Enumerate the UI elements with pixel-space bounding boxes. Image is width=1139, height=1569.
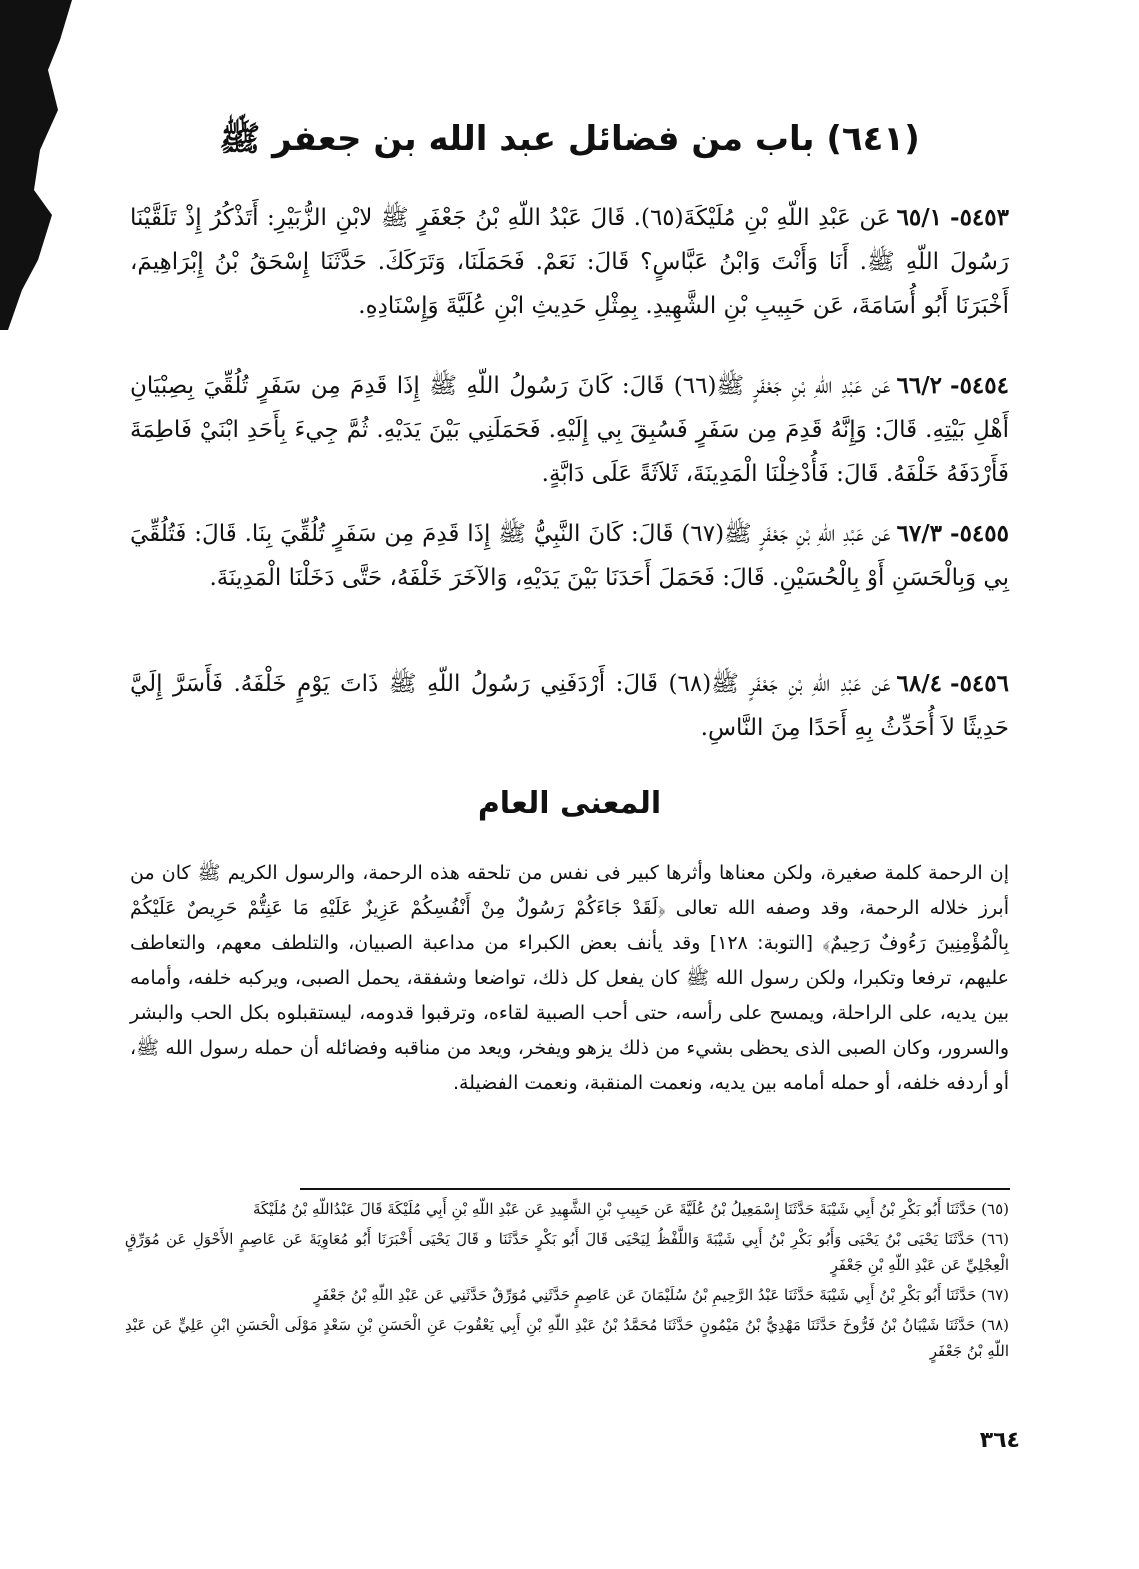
hadith-number: ٥٤٥٦- (950, 670, 1009, 697)
hadith-ref: ٦٥/١ (896, 204, 943, 231)
footnote-divider (300, 1188, 1010, 1190)
hadith-ref: ٦٨/٤ (896, 670, 943, 697)
hadith-text: عَن عَبْدِ اللّهِ بْنِ جَعْفَرٍ ﷺ(٦٨) قَالَ: أَرْدَفَنِي رَسُولُ اللّهِ ﷺ ذَاتَ يَوْمٍ خَلْفَهُ. فَأَسَرَّ إِلَيَّ حَدِيثًا لاَ أُحَدِّثُ بِهِ أَحَدًا مِنَ النَّاسِ. (130, 671, 1009, 741)
footnote-68: (٦٨) حَدَّثَنَا شَيْبَانُ بْنُ فَرُّوخَ حَدَّثَنَا مَهْدِيُّ بْنُ مَيْمُونٍ حَدَّثَنَا مُحَمَّدُ بْنُ عَبْدِ اللّهِ بْنِ أَبِي يَعْقُوبَ عَنِ الْحَسَنِ بْنِ سَعْدٍ مَوْلَى الْحَسَنِ ابْنِ عَلِيٍّ عَن عَبْدِ اللّهِ بْنُ جَعْفَرٍ (125, 1316, 1009, 1360)
hadith-5456 (130, 662, 1009, 750)
footnote-67: (٦٧) حَدَّثَنَا أَبُو بَكْرِ بْنُ أَبِي شَيْبَةَ حَدَّثَنَا عَبْدُ الرَّحِيمِ بْنُ سُلَيْمَانَ عَن عَاصِمٍ حَدَّثَنِي مُوَرِّقٌ حَدَّثَنِي عَن عَبْدِ اللّهِ بْنُ جَعْفَرٍ (313, 1286, 1009, 1304)
hadith-text: عَن عَبْدِ اللّهِ بْنِ جَعْفَرٍ ﷺ(٦٦) قَالَ: كَانَ رَسُولُ اللّهِ ﷺ إِذَا قَدِمَ مِن سَفَرٍ تُلُقِّيَ بِصِبْيَانِ أَهْلِ بَيْتِهِ. قَالَ: وَإِنَّهُ قَدِمَ مِن سَفَرٍ فَسُبِقَ بِي إِلَيْهِ. فَحَمَلَنِي بَيْنَ يَدَيْهِ. ثُمَّ جِيءَ بِأَحَدِ ابْنَيْ فَاطِمَةَ فَأَرْدَفَهُ خَلْفَهُ. قَالَ: فَأُدْخِلْنَا الْمَدِينَةَ، ثَلاَثَةً عَلَى دَابَّةٍ. (130, 373, 1009, 487)
chapter-title: (٦٤١) باب من فضائل عبد الله بن جعفر ﷺ (219, 119, 920, 159)
footnote-65: (٦٥) حَدَّثَنَا أَبُو بَكْرِ بْنُ أَبِي شَيْبَةَ حَدَّثَنَا إِسْمَعِيلُ بْنُ عُلَيَّةَ عَن حَبِيبِ بْنِ الشَّهِيدِ عَن عَبْدِ اللّهِ بْنِ أَبِي مُلَيْكَةَ قَالَ عَبْدُاللّهِ بْنُ مُلَيْكَةَ (252, 1200, 1009, 1218)
hadith-ref: ٦٦/٢ (896, 372, 943, 399)
scan-shadow (0, 0, 90, 330)
hadith-5453 (130, 196, 1009, 328)
hadith-5454 (130, 364, 1009, 496)
hadith-text: عَن عَبْدِ اللّهِ بْنِ مُلَيْكَةَ(٦٥). قَالَ عَبْدُ اللّهِ بْنُ جَعْفَرٍ ﷺ لابْنِ الزُّبَيْرِ: أَتَذْكُرُ إِذْ تَلَقَّيْنَا رَسُولَ اللّهِ ﷺ. أَنَا وَأَنْتَ وَابْنُ عَبَّاسٍ؟ قَالَ: نَعَمْ. فَحَمَلَنَا، وَتَرَكَكَ. حَدَّثَنَا إِسْحَقُ بْنُ إِبْرَاهِيمَ، أَخْبَرَنَا أَبُو أُسَامَةَ، عَن حَبِيبِ بْنِ الشَّهِيدِ. بِمِثْلِ حَدِيثِ ابْنِ عُلَيَّةَ وَإِسْنَادِهِ. (130, 205, 1009, 319)
page-number: ٣٦٤ (979, 1428, 1020, 1453)
footnote-66: (٦٦) حَدَّثَنَا يَحْيَى بْنُ يَحْيَى وَأَبُو بَكْرِ بْنُ أَبِي شَيْبَةَ وَاللَّفْظُ لِيَحْيَى قَالَ أَبُو بَكْرٍ حَدَّثَنَا و قَالَ يَحْيَى أَخْبَرَنَا أَبُو مُعَاوِيَةَ عَن عَاصِمٍ الأَحْوَلِ عَن مُوَرِّقٍ الْعِجْلِيِّ عَن عَبْدِ اللّهِ بْنِ جَعْفَرٍ (125, 1230, 1009, 1274)
hadith-text: عَن عَبْدِ اللّهِ بْنِ جَعْفَرٍ ﷺ(٦٧) قَالَ: كَانَ النَّبِيُّ ﷺ إِذَا قَدِمَ مِن سَفَرٍ تُلُقِّيَ بِنَا. قَالَ: فَتُلُقِّيَ بِي وَبِالْحَسَنِ أَوْ بِالْحُسَيْنِ. قَالَ: فَحَمَلَ أَحَدَنَا بَيْنَ يَدَيْهِ، وَالآخَرَ خَلْفَهُ، حَتَّى دَخَلْنَا الْمَدِينَةَ. (130, 521, 1009, 591)
footnotes (125, 1196, 1009, 1368)
hadith-number: ٥٤٥٣- (950, 204, 1009, 231)
section-heading: المعنى العام (477, 786, 662, 821)
hadith-5455 (130, 512, 1009, 600)
hadith-number: ٥٤٥٤- (950, 372, 1009, 399)
hadith-ref: ٦٧/٣ (896, 520, 943, 547)
general-meaning-text: إن الرحمة كلمة صغيرة، ولكن معناها وأثرها كبير فى نفس من تلحقه هذه الرحمة، والرسول الكريم ﷺ كان من أبرز خلاله الرحمة، وقد وصفه الله تعالى ﴿لَقَدْ جَاءَكُمْ رَسُولٌ مِنْ أَنْفُسِكُمْ عَزِيزٌ عَلَيْهِ مَا عَنِتُّمْ حَرِيصٌ عَلَيْكُمْ بِالْمُؤْمِنِينَ رَءُوفٌ رَحِيمٌ﴾ [التوبة: ١٢٨] وقد يأنف بعض الكبراء من مداعبة الصبيان، والتلطف معهم، والتعاطف عليهم، ترفعا وتكبرا، ولكن رسول الله ﷺ كان يفعل كل ذلك، تواضعا وشفقة، يحمل الصبى، ويركبه خلفه، وأمامه بين يديه، على الراحلة، ويمسح على رأسه، حتى أحب الصبية لقاءه، وترقبوا قدومه، ليستقبلوه بكل الحب والبشر والسرور، وكان الصبى الذى يحظى بشيء من ذلك يزهو ويفخر، ويعد من مناقبه وفضائله أن حمله رسول الله ﷺ، أو أردفه خلفه، أو حمله أمامه بين يديه، ونعمت المنقبة، ونعمت الفضيلة. (130, 862, 1009, 1094)
hadith-number: ٥٤٥٥- (950, 520, 1009, 547)
